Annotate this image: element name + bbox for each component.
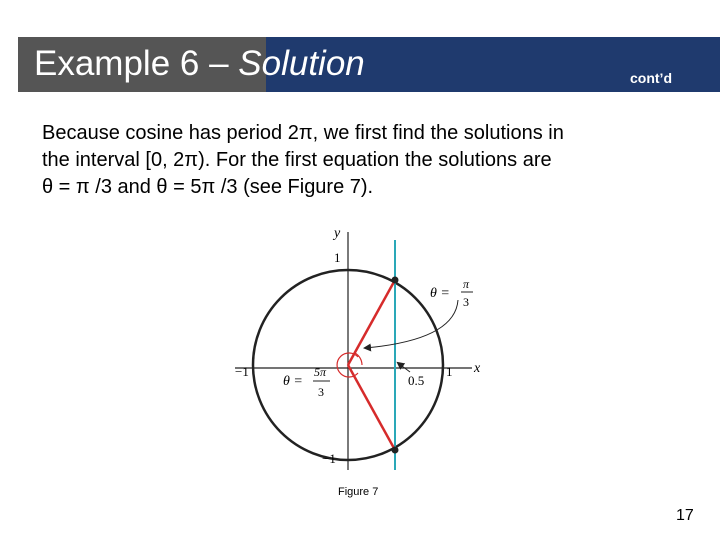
figure-caption: Figure 7	[338, 486, 379, 498]
title-main-text: Example 6 –	[34, 44, 239, 83]
y-top-tick-label: 1	[334, 250, 341, 265]
body-line-3: θ = π /3 and θ = 5π /3 (see Figure 7).	[42, 176, 374, 198]
theta2-den: 3	[318, 385, 324, 399]
point-half-label: 0.5	[408, 373, 425, 388]
y-bottom-tick-label: −1	[322, 451, 336, 466]
theta1-num: π	[463, 277, 470, 291]
theta2-num: 5π	[314, 365, 327, 379]
x-right-tick-label: 1	[446, 364, 453, 379]
theta2-lhs: θ =	[283, 374, 303, 389]
y-axis-label: y	[334, 226, 341, 241]
title-italic-text: Solution	[238, 44, 365, 83]
terminal-side-5pi-over-3	[348, 365, 395, 450]
continued-label: cont’d	[630, 70, 672, 86]
terminal-side-pi-over-3	[348, 280, 395, 365]
x-axis-label: x	[474, 361, 481, 376]
intersection-dot-lower	[392, 447, 399, 454]
theta1-lhs: θ =	[430, 286, 450, 301]
body-line-2: the interval [0, 2π). For the first equation the solutions are	[42, 149, 552, 171]
page-number: 17	[676, 507, 694, 524]
theta1-den: 3	[463, 295, 469, 309]
x-left-tick-label: −1	[235, 364, 249, 379]
body-line-1: Because cosine has period 2π, we first find the solutions in	[42, 122, 564, 144]
intersection-dot-upper	[392, 277, 399, 284]
